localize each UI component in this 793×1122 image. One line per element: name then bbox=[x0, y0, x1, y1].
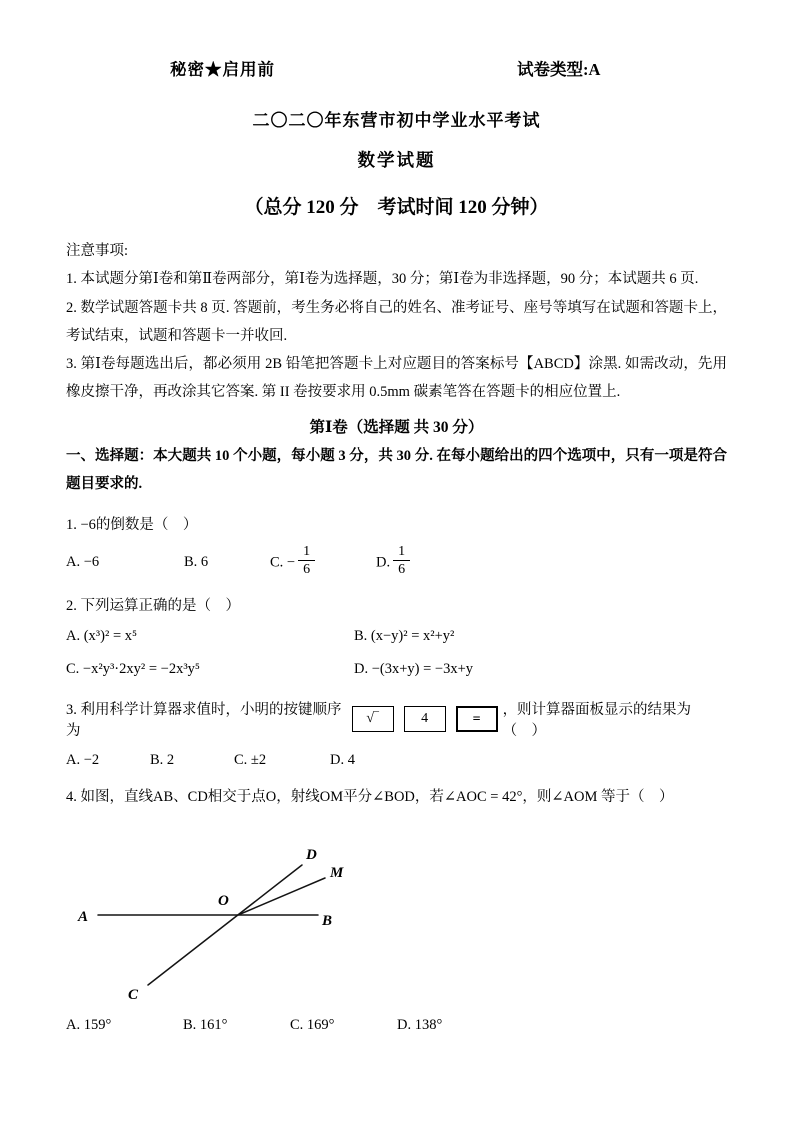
question-3-text-after: ，则计算器面板显示的结果为（ ） bbox=[502, 702, 692, 740]
question-1-option-a: A. −6 bbox=[66, 554, 100, 571]
question-2-text: 2. 下列运算正确的是（ ） bbox=[66, 598, 240, 615]
question-3-option-b: B. 2 bbox=[150, 751, 175, 768]
exam-title: 二〇二〇年东营市初中学业水平考试 bbox=[252, 111, 541, 130]
question-2-options bbox=[66, 628, 727, 678]
fraction-one-sixth bbox=[393, 544, 410, 578]
figure-label-d: D bbox=[306, 847, 317, 864]
section-1-instruction: 一、选择题：本大题共 10 个小题，每小题 3 分，共 30 分. 在每小题给出的四个选项中，只有一项是符合题目要求的. bbox=[66, 448, 727, 493]
question-4-options bbox=[66, 1014, 727, 1036]
question-3-text-before: 3. 利用科学计算器求值时，小明的按键顺序为 bbox=[66, 702, 342, 740]
option-d-prefix: D. bbox=[376, 554, 391, 571]
fraction-denominator: 6 bbox=[398, 562, 406, 578]
question-2-option-a: A. (x³)² = x⁵ bbox=[66, 628, 138, 645]
fraction-numerator: 1 bbox=[298, 544, 315, 562]
score-time-info: （总分 120 分 考试时间 120 分钟） bbox=[244, 197, 549, 218]
question-3-text bbox=[66, 698, 727, 740]
question-3-option-a: A. −2 bbox=[66, 751, 100, 768]
question-2-option-b: B. (x−y)² = x²+y² bbox=[354, 628, 455, 645]
figure-label-a: A bbox=[78, 909, 89, 926]
subject-title: 数学试题 bbox=[357, 150, 436, 170]
option-c-prefix: C. − bbox=[270, 554, 296, 571]
four-key: 4 bbox=[404, 706, 446, 732]
question-1-option-d bbox=[376, 543, 410, 580]
question-1-options bbox=[66, 543, 727, 580]
question-3-option-d: D. 4 bbox=[330, 751, 355, 768]
ray-OM bbox=[238, 878, 325, 915]
fraction-denominator: 6 bbox=[303, 562, 311, 578]
section-1-title: 第Ⅰ卷（选择题 共 30 分） bbox=[309, 418, 484, 436]
top-header-row bbox=[66, 56, 727, 80]
question-1-option-c bbox=[270, 543, 376, 580]
fraction-one-sixth bbox=[298, 544, 315, 578]
notice-item-1: 1. 本试题分第Ⅰ卷和第Ⅱ卷两部分，第Ⅰ卷为选择题，30 分；第Ⅰ卷为非选择题，90 分；本试题共 6 页. bbox=[66, 271, 699, 288]
question-2-option-d: D. −(3x+y) = −3x+y bbox=[354, 661, 474, 678]
figure-label-o: O bbox=[218, 893, 229, 910]
question-4-text: 4. 如图，直线AB、CD相交于点O，射线OM平分∠BOD，若∠AOC = 42°，则∠AOM 等于（ ） bbox=[66, 789, 674, 806]
security-classification: 秘密★启用前 bbox=[170, 60, 275, 79]
line-CD bbox=[148, 865, 302, 985]
question-1-text: 1. −6的倒数是（ ） bbox=[66, 516, 198, 533]
question-2-option-c: C. −x²y³·2xy² = −2x³y⁵ bbox=[66, 661, 200, 678]
question-4-option-b: B. 161° bbox=[183, 1016, 228, 1033]
notice-heading: 注意事项: bbox=[66, 243, 129, 259]
notice-item-3: 3. 第Ⅰ卷每题选出后，都必须用 2B 铅笔把答题卡上对应题目的答案标号【ABCD】涂黑. 如需改动，先用橡皮擦干净，再改涂其它答案. 第 II 卷按要求用 0.5mm 碳素笔答在答题卡的相应位置上. bbox=[66, 356, 727, 401]
figure-label-c: C bbox=[128, 987, 139, 1004]
question-3-options bbox=[66, 749, 727, 771]
figure-label-m: M bbox=[330, 865, 344, 882]
figure-label-b: B bbox=[322, 913, 333, 930]
question-3-option-c: C. ±2 bbox=[234, 751, 267, 768]
question-1-option-b: B. 6 bbox=[184, 554, 209, 571]
notice-block bbox=[66, 237, 727, 407]
question-4-option-a: A. 159° bbox=[66, 1016, 112, 1033]
question-4-option-d: D. 138° bbox=[397, 1016, 443, 1033]
equals-key: = bbox=[456, 706, 498, 732]
paper-type-label: 试卷类型:A bbox=[517, 60, 601, 79]
question-4-option-c: C. 169° bbox=[290, 1016, 335, 1033]
question-4-figure bbox=[70, 815, 727, 1005]
sqrt-key: √‾ bbox=[352, 706, 394, 732]
fraction-numerator: 1 bbox=[393, 544, 410, 562]
notice-item-2: 2. 数学试题答题卡共 8 页. 答题前，考生务必将自己的姓名、准考证号、座号等填写在试题和答题卡上，考试结束，试题和答题卡一并收回. bbox=[66, 299, 727, 344]
